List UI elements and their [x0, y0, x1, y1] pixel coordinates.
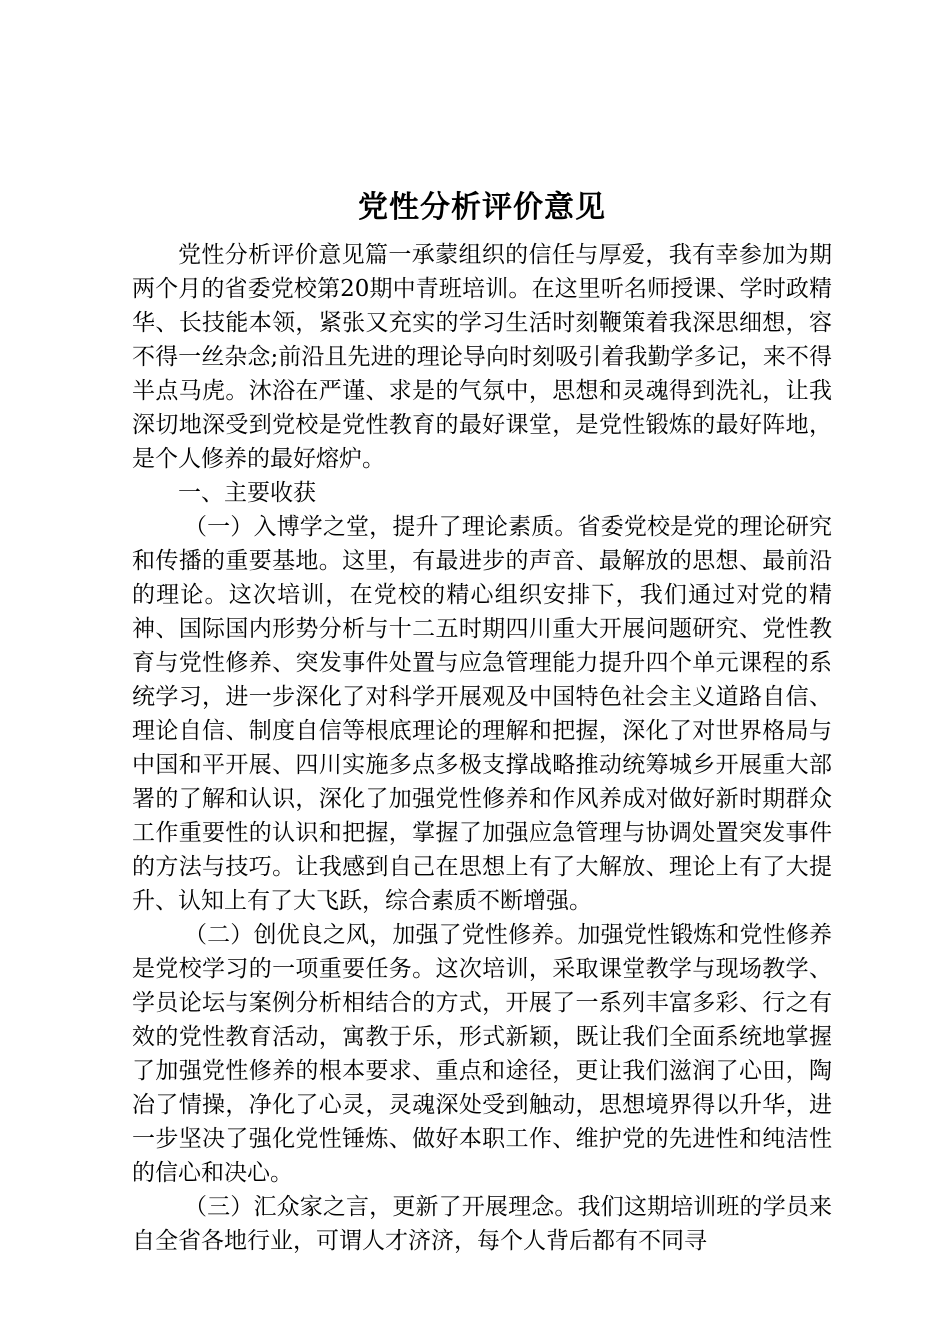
document-page — [132, 186, 832, 1258]
intro-paragraph: 党性分析评价意见篇一承蒙组织的信任与厚爱，我有幸参加为期两个月的省委党校第20期中青班培训。在这里听名师授课、学时政精华、长技能本领，紧张又充实的学习生活时刻鞭策着我深思细想，容不得一丝杂念;前沿且先进的理论导向时刻吸引着我勤学多记，来不得半点马虎。沐浴在严谨、求是的气氛中，思想和灵魂得到洗礼，让我深切地深受到党校是党性教育的最好课堂，是党性锻炼的最好阵地，是个人修养的最好熔炉。 — [132, 242, 832, 472]
subsection-paragraph-3: （三）汇众家之言，更新了开展理念。我们这期培训班的学员来自全省各地行业，可谓人才济济，每个人背后都有不同寻 — [132, 1194, 832, 1254]
section-heading: 一、主要收获 — [178, 480, 316, 506]
document-title: 党性分析评价意见 — [358, 190, 606, 225]
subsection-paragraph-1: （一）入博学之堂，提升了理论素质。省委党校是党的理论研究和传播的重要基地。这里，有最进步的声音、最解放的思想、最前沿的理论。这次培训，在党校的精心组织安排下，我们通过对党的精神、国际国内形势分析与十二五时期四川重大开展问题研究、党性教育与党性修养、突发事件处置与应急管理能力提升四个单元课程的系统学习，进一步深化了对科学开展观及中国特色社会主义道路自信、理论自信、制度自信等根底理论的理解和把握，深化了对世界格局与中国和平开展、四川实施多点多极支撑战略推动统筹城乡开展重大部署的了解和认识，深化了加强党性修养和作风养成对做好新时期群众工作重要性的认识和把握，掌握了加强应急管理与协调处置突发事件的方法与技巧。让我感到自己在思想上有了大解放、理论上有了大提升、认知上有了大飞跃，综合素质不断增强。 — [132, 514, 832, 914]
subsection-paragraph-2: （二）创优良之风，加强了党性修养。加强党性锻炼和党性修养是党校学习的一项重要任务。这次培训，采取课堂教学与现场教学、学员论坛与案例分析相结合的方式，开展了一系列丰富多彩、行之有效的党性教育活动，寓教于乐，形式新颖，既让我们全面系统地掌握了加强党性修养的根本要求、重点和途径，更让我们滋润了心田，陶冶了情操，净化了心灵，灵魂深处受到触动，思想境界得以升华，进一步坚决了强化党性锤炼、做好本职工作、维护党的先进性和纯洁性的信心和决心。 — [132, 922, 832, 1186]
